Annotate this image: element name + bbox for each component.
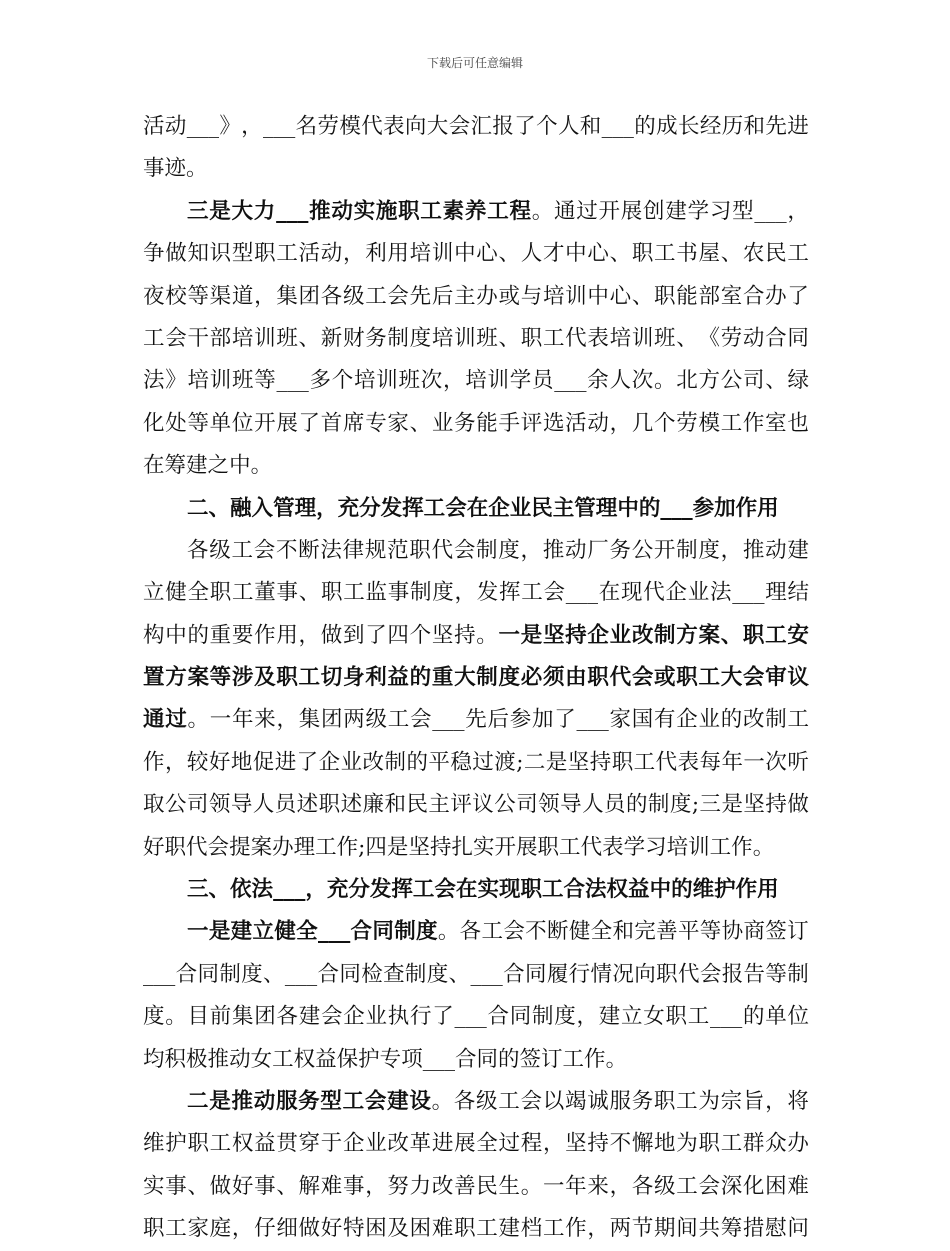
text-line: 二 是 推 动 服 务 型 工 会 建 设 。 各 级 工 会 以 竭 诚 服 务 职 工 为 宗 旨 ， 将 <box>187 1088 809 1114</box>
text-line: 法 》 培 训 班 等 ___ 多 个 培 训 班 次 ， 培 训 学 员 ___ 余 人 次 。 北 方 公 司 、 绿 <box>143 368 809 394</box>
text-line: 通 过 。 一 年 来 ， 集 团 两 级 工 会 ___ 先 后 参 加 了 ___ 家 国 有 企 业 的 改 制 工 <box>143 707 809 733</box>
text-line: 夜 校 等 渠 道 ， 集 团 各 级 工 会 先 后 主 办 或 与 培 训 中 心 、 职 能 部 室 合 办 了 <box>143 283 809 309</box>
page-header-note: 下载后可任意编辑 <box>426 56 523 70</box>
text-line: 好 职 代 会 提 案 办 理 工 作 ; 四 是 坚 持 扎 实 开 展 职 工 代 表 学 习 培 训 工 作 。 <box>143 834 775 860</box>
text-line: 化 处 等 单 位 开 展 了 首 席 专 家 、 业 务 能 手 评 选 活 动 ， 几 个 劳 模 工 作 室 也 <box>143 410 809 436</box>
text-line: 一 是 建 立 健 全 ___ 合 同 制 度 。 各 工 会 不 断 健 全 和 完 善 平 等 协 商 签 订 <box>187 919 809 945</box>
text-line: 置 方 案 等 涉 及 职 工 切 身 利 益 的 重 大 制 度 必 须 由 职 代 会 或 职 工 大 会 审 议 <box>143 665 809 691</box>
text-line: 职 工 家 庭 ， 仔 细 做 好 特 困 及 困 难 职 工 建 档 工 作 ， 两 节 期 间 共 筹 措 慰 问 <box>143 1216 809 1242</box>
text-line: 度 。 目 前 集 团 各 建 会 企 业 执 行 了 ___ 合 同 制 度 ， 建 立 女 职 工 ___ 的 单 位 <box>143 1004 809 1030</box>
text-line: 争 做 知 识 型 职 工 活 动 ， 利 用 培 训 中 心 、 人 才 中 心 、 职 工 书 屋 、 农 民 工 <box>143 241 809 267</box>
text-line: 维 护 职 工 权 益 贯 穿 于 企 业 改 革 进 展 全 过 程 ， 坚 持 不 懈 地 为 职 工 群 众 办 <box>143 1131 809 1157</box>
text-line: 构 中 的 重 要 作 用 ， 做 到 了 四 个 坚 持 。 一 是 坚 持 企 业 改 制 方 案 、 职 工 安 <box>143 622 809 648</box>
text-line: 取 公 司 领 导 人 员 述 职 述 廉 和 民 主 评 议 公 司 领 导 人 员 的 制 度 ; 三 是 坚 持 做 <box>143 792 809 818</box>
text-line: 均 积 极 推 动 女 工 权 益 保 护 专 项 ___ 合 同 的 签 订 工 作 。 <box>143 1046 628 1072</box>
text-line: 三 、 依 法 ___ ， 充 分 发 挥 工 会 在 实 现 职 工 合 法 权 益 中 的 维 护 作 用 <box>187 877 779 903</box>
text-line: 立 健 全 职 工 董 事 、 职 工 监 事 制 度 ， 发 挥 工 会 ___ 在 现 代 企 业 法 ___ 理 结 <box>143 580 809 606</box>
text-line: 各 级 工 会 不 断 法 律 规 范 职 代 会 制 度 ， 推 动 厂 务 公 开 制 度 ， 推 动 建 <box>187 537 809 563</box>
text-line: 二 、 融 入 管 理 ， 充 分 发 挥 工 会 在 企 业 民 主 管 理 中 的 ___ 参 加 作 用 <box>187 495 779 521</box>
text-line: 三 是 大 力 ___ 推 动 实 施 职 工 素 养 工 程 。 通 过 开 展 创 建 学 习 型 ___ ， <box>187 198 809 224</box>
text-line: ___ 合 同 制 度 、 ___ 合 同 检 查 制 度 、 ___ 合 同 履 行 情 况 向 职 代 会 报 告 等 制 <box>143 961 809 987</box>
text-line: 活 动 ___ 》 ， ___ 名 劳 模 代 表 向 大 会 汇 报 了 个 人 和 ___ 的 成 长 经 历 和 先 进 <box>143 114 809 139</box>
text-line: 实 事 、 做 好 事 、 解 难 事 ， 努 力 改 善 民 生 。 一 年 来 ， 各 级 工 会 深 化 困 难 <box>143 1173 809 1199</box>
text-line: 事 迹 。 <box>143 156 208 182</box>
document-body <box>143 106 809 1251</box>
text-line: 工 会 干 部 培 训 班 、 新 财 务 制 度 培 训 班 、 职 工 代 表 培 训 班 、 《 劳 动 合 同 <box>143 325 809 351</box>
text-line: 作 ， 较 好 地 促 进 了 企 业 改 制 的 平 稳 过 渡 ; 二 是 坚 持 职 工 代 表 每 年 一 次 听 <box>143 749 809 775</box>
text-line: 在 筹 建 之 中 。 <box>143 453 273 479</box>
